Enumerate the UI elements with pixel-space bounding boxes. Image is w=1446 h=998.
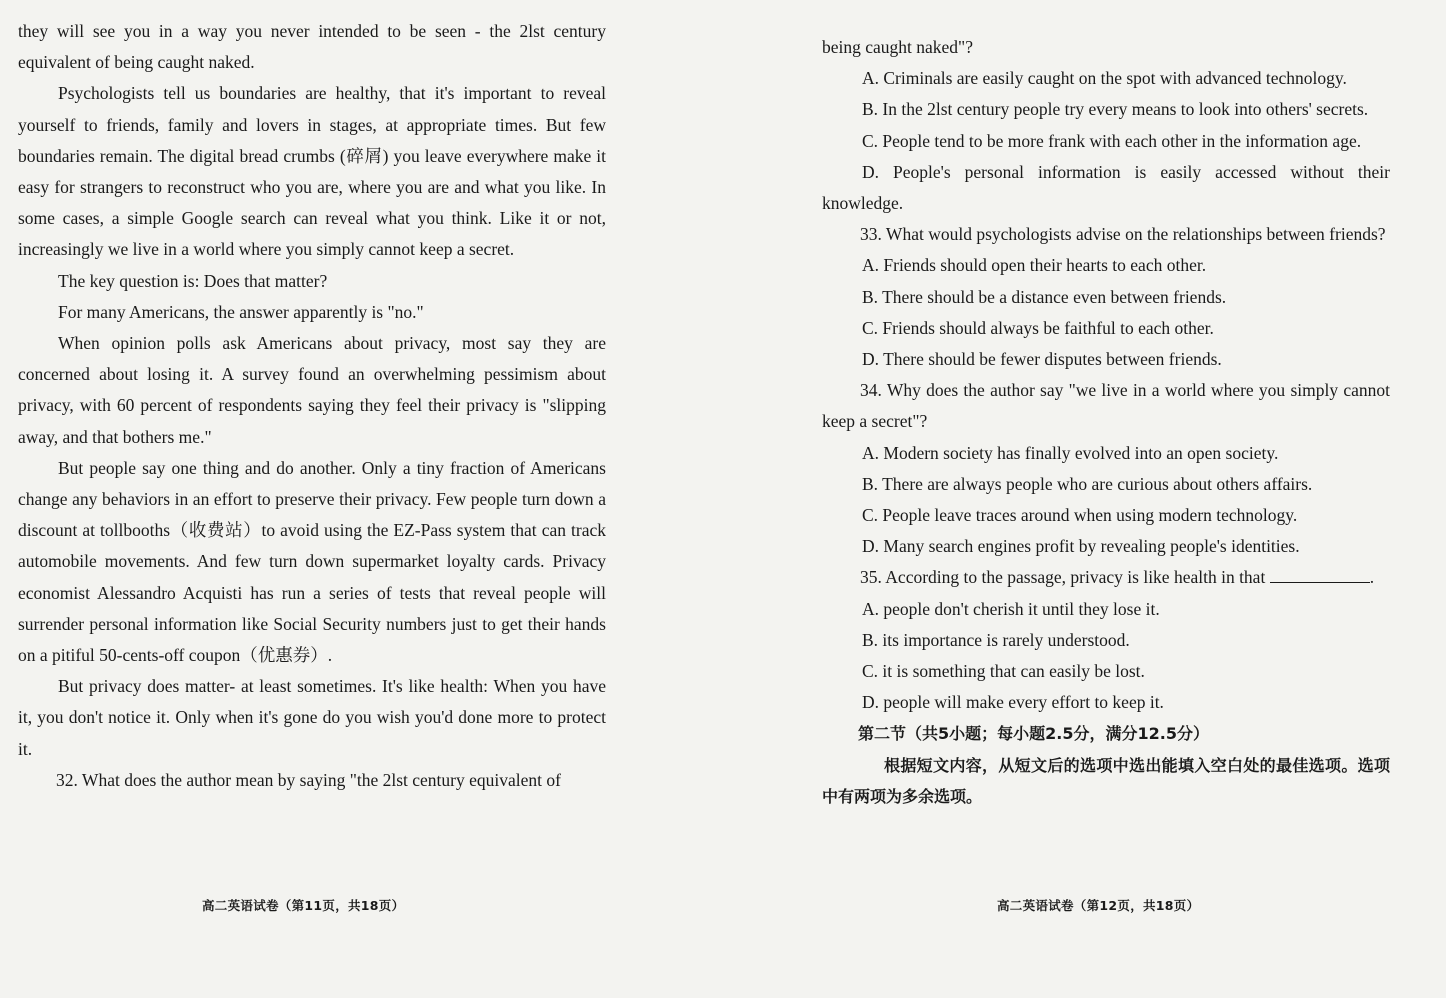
left-page: [18, 16, 606, 796]
question-35-stem: [822, 562, 1390, 593]
right-page: [822, 32, 1390, 812]
question-32-option-d: D. People's personal information is easily accessed without their knowledge.: [822, 161, 1390, 214]
question-33-option-c: C. Friends should always be faithful to each other.: [862, 317, 1214, 338]
question-35-option-c: C. it is something that can easily be lost.: [862, 661, 1145, 682]
question-33-option-a: A. Friends should open their hearts to each other.: [862, 255, 1207, 276]
question-32-option-a: A. Criminals are easily caught on the spot with advanced technology.: [862, 68, 1347, 89]
question-34-option-a: A. Modern society has finally evolved into an open society.: [862, 442, 1279, 463]
passage-paragraph-6: But people say one thing and do another. Only a tiny fraction of Americans change any behaviors in an effort to preserve their privacy. Few people turn down a discount at tollbooths（收费站）to avoid using the EZ-Pass system that can track automobile movements. And few turn down supermarket loyalty cards. Privacy economist Alessandro Acquisti has run a series of tests that reveal people will surrender personal information like Social Security numbers just to get their hands on a pitiful 50-cents-off coupon（优惠券）.: [18, 457, 606, 666]
question-32-option-b: B. In the 2lst century people try every means to look into others' secrets.: [862, 99, 1369, 120]
question-33-stem: 33. What would psychologists advise on the relationships between friends?: [860, 224, 1386, 245]
passage-paragraph-4: For many Americans, the answer apparently is "no.": [58, 301, 424, 322]
section-title: 第二节（共5小题；每小题2.5分，满分12.5分）: [858, 724, 1209, 744]
question-35-option-a: A. people don't cherish it until they lose it.: [862, 598, 1160, 619]
answer-blank: [1270, 568, 1370, 583]
question-35-stem-text: 35. According to the passage, privacy is like health in that: [860, 567, 1266, 588]
question-32-stem: 32. What does the author mean by saying "the 2lst century equivalent of: [56, 769, 561, 790]
question-35-stem-end: .: [1369, 567, 1375, 588]
question-33-option-d: D. There should be fewer disputes between friends.: [862, 349, 1222, 370]
question-34-option-b: B. There are always people who are curious about others affairs.: [862, 473, 1313, 494]
section-instruction: 根据短文内容，从短文后的选项中选出能填入空白处的最佳选项。选项中有两项为多余选项。: [822, 755, 1390, 806]
page-footer-right: 高二英语试卷（第12页，共18页）: [997, 898, 1200, 913]
question-35-option-d: D. people will make every effort to keep it.: [862, 692, 1164, 713]
passage-paragraph-1: they will see you in a way you never intended to be seen - the 2lst century equivalent of being caught naked.: [18, 21, 606, 73]
question-32-stem-continued: being caught naked"?: [822, 37, 973, 57]
question-34-stem: 34. Why does the author say "we live in a world where you simply cannot keep a secret"?: [822, 380, 1390, 432]
passage-paragraph-7: But privacy does matter- at least sometimes. It's like health: When you have it, you don't notice it. Only when it's gone do you wish you'd done more to protect it.: [18, 676, 606, 759]
question-35-option-b: B. its importance is rarely understood.: [862, 629, 1130, 650]
question-34-option-d: D. Many search engines profit by revealing people's identities.: [862, 536, 1300, 557]
question-32-option-c: C. People tend to be more frank with each other in the information age.: [862, 130, 1362, 151]
passage-paragraph-3: The key question is: Does that matter?: [58, 270, 328, 291]
page-footer-left: 高二英语试卷（第11页，共18页）: [202, 898, 405, 913]
question-34-option-c: C. People leave traces around when using modern technology.: [862, 505, 1298, 526]
passage-paragraph-2: Psychologists tell us boundaries are healthy, that it's important to reveal yourself to friends, family and lovers in stages, at appropriate times. But few boundaries remain. The digital bread crumbs (碎屑) you leave everywhere make it easy for strangers to reconstruct who you are, where you are and what you like. In some cases, a simple Google search can reveal what you think. Like it or not, increasingly we live in a world where you simply cannot keep a secret.: [18, 83, 606, 260]
passage-paragraph-5: When opinion polls ask Americans about privacy, most say they are concerned about losing it. A survey found an overwhelming pessimism about privacy, with 60 percent of respondents saying they feel their privacy is "slipping away, and that bothers me.": [18, 333, 606, 447]
question-33-option-b: B. There should be a distance even between friends.: [862, 286, 1227, 307]
